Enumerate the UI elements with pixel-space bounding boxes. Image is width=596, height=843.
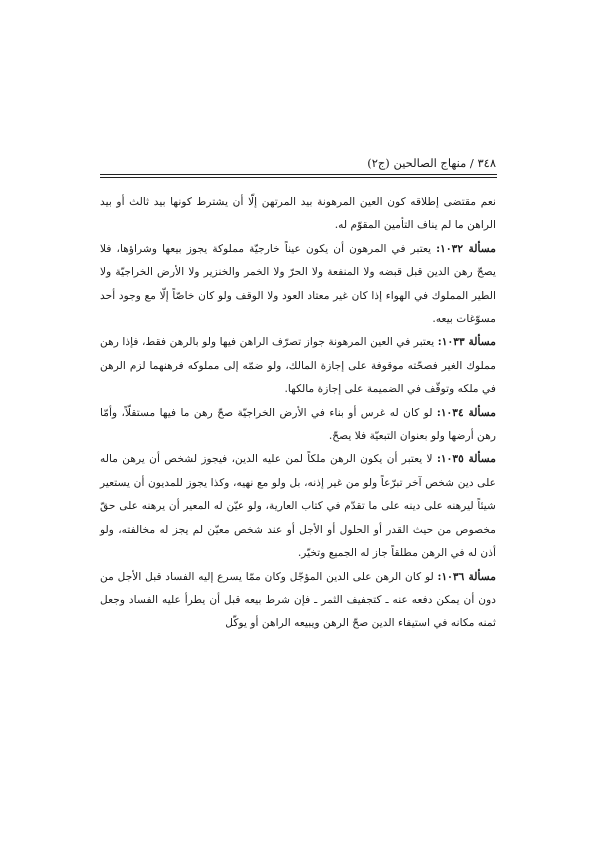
issue-heading: مسألة ١٠٣٤: xyxy=(436,405,496,419)
page-body xyxy=(100,190,496,635)
issue-text: لو كان له غرس أو بناء في الأرض الخراجيّة صحّ رهن ما فيها مستقلّاً، وأمّا رهن أرضها ولو بعنوان التبعيّة فلا يصحّ. xyxy=(100,405,496,443)
issue-heading: مسألة ١٠٣٥: xyxy=(436,452,496,466)
issue-heading: مسألة ١٠٣٣: xyxy=(437,335,496,349)
running-title: ٣٤٨ / منهاج الصالحين (ج٢) xyxy=(367,156,496,170)
paragraph-text: نعم مقتضى إطلاقه كون العين المرهونة بيد المرتهن إلّا أن يشترط كونها بيد ثالث أو بيد الراهن ما لم يناف التأمين المقوّم له. xyxy=(100,195,496,232)
issue-text: لا يعتبر أن يكون الرهن ملكاً لمن عليه الدين، فيجوز لشخص أن يرهن ماله على دين شخص آخر تبرّعاً ولو من غير إذنه، بل ولو مع نهيه، وكذا يجوز للمديون أن يستعير شيئاً ليرهنه على دينه على ما تقدّم في كتاب العارية، ولو عيّن له المعير أن يرهنه على حقّ مخصوص من حيث القدر أو الحلول أو الأجل أو عند شخص معيّن لم يجز له مخالفته، ولو أذن له في الرهن مطلقاً جاز له الجميع وتخيّر. xyxy=(100,452,496,560)
header-rule-thin xyxy=(100,174,497,175)
issue-paragraph xyxy=(100,565,496,635)
issue-text: يعتبر في المرهون أن يكون عيناً خارجيّة مملوكة يجوز بيعها وشراؤها، فلا يصحّ رهن الدين قبل قبضه ولا المنفعة ولا الحرّ ولا الخمر والخنزير ولا الأرض الخراجيّة ولا الطير المملوك في الهواء إذا كان غير معتاد العود ولا الوقف ولو كان خاصّاً إلّا مع وجود أحد مسوّغات بيعه. xyxy=(100,241,496,326)
issue-heading: مسألة ١٠٣٢: xyxy=(436,241,496,255)
issue-paragraph xyxy=(100,447,496,564)
issue-paragraph xyxy=(100,330,496,400)
header-rule-thick xyxy=(100,177,497,178)
issue-paragraph xyxy=(100,237,496,331)
issue-text: لو كان الرهن على الدين المؤجّل وكان ممّا يسرع إليه الفساد قبل الأجل من دون أن يمكن دفعه عنه ـ كتجفيف الثمر ـ فإن شرط بيعه قبل أن يطرأ عليه الفساد وجعل ثمنه مكانه في استيفاء الدين صحّ الرهن ويبيعه الراهن أو يوكّل xyxy=(100,569,496,630)
issue-paragraph xyxy=(100,401,496,448)
issue-heading: مسألة ١٠٣٦: xyxy=(437,569,496,583)
issue-text: يعتبر في العين المرهونة جواز تصرّف الراهن فيها ولو بالرهن فقط، فإذا رهن مملوك الغير فصحّته موقوفة على إجازة المالك، ولو ضمّه إلى مملوكه فرهنهما لزم الرهن في ملكه وتوقّف في الضميمة على إجازة مالكها. xyxy=(100,335,496,396)
paragraph xyxy=(100,190,496,237)
